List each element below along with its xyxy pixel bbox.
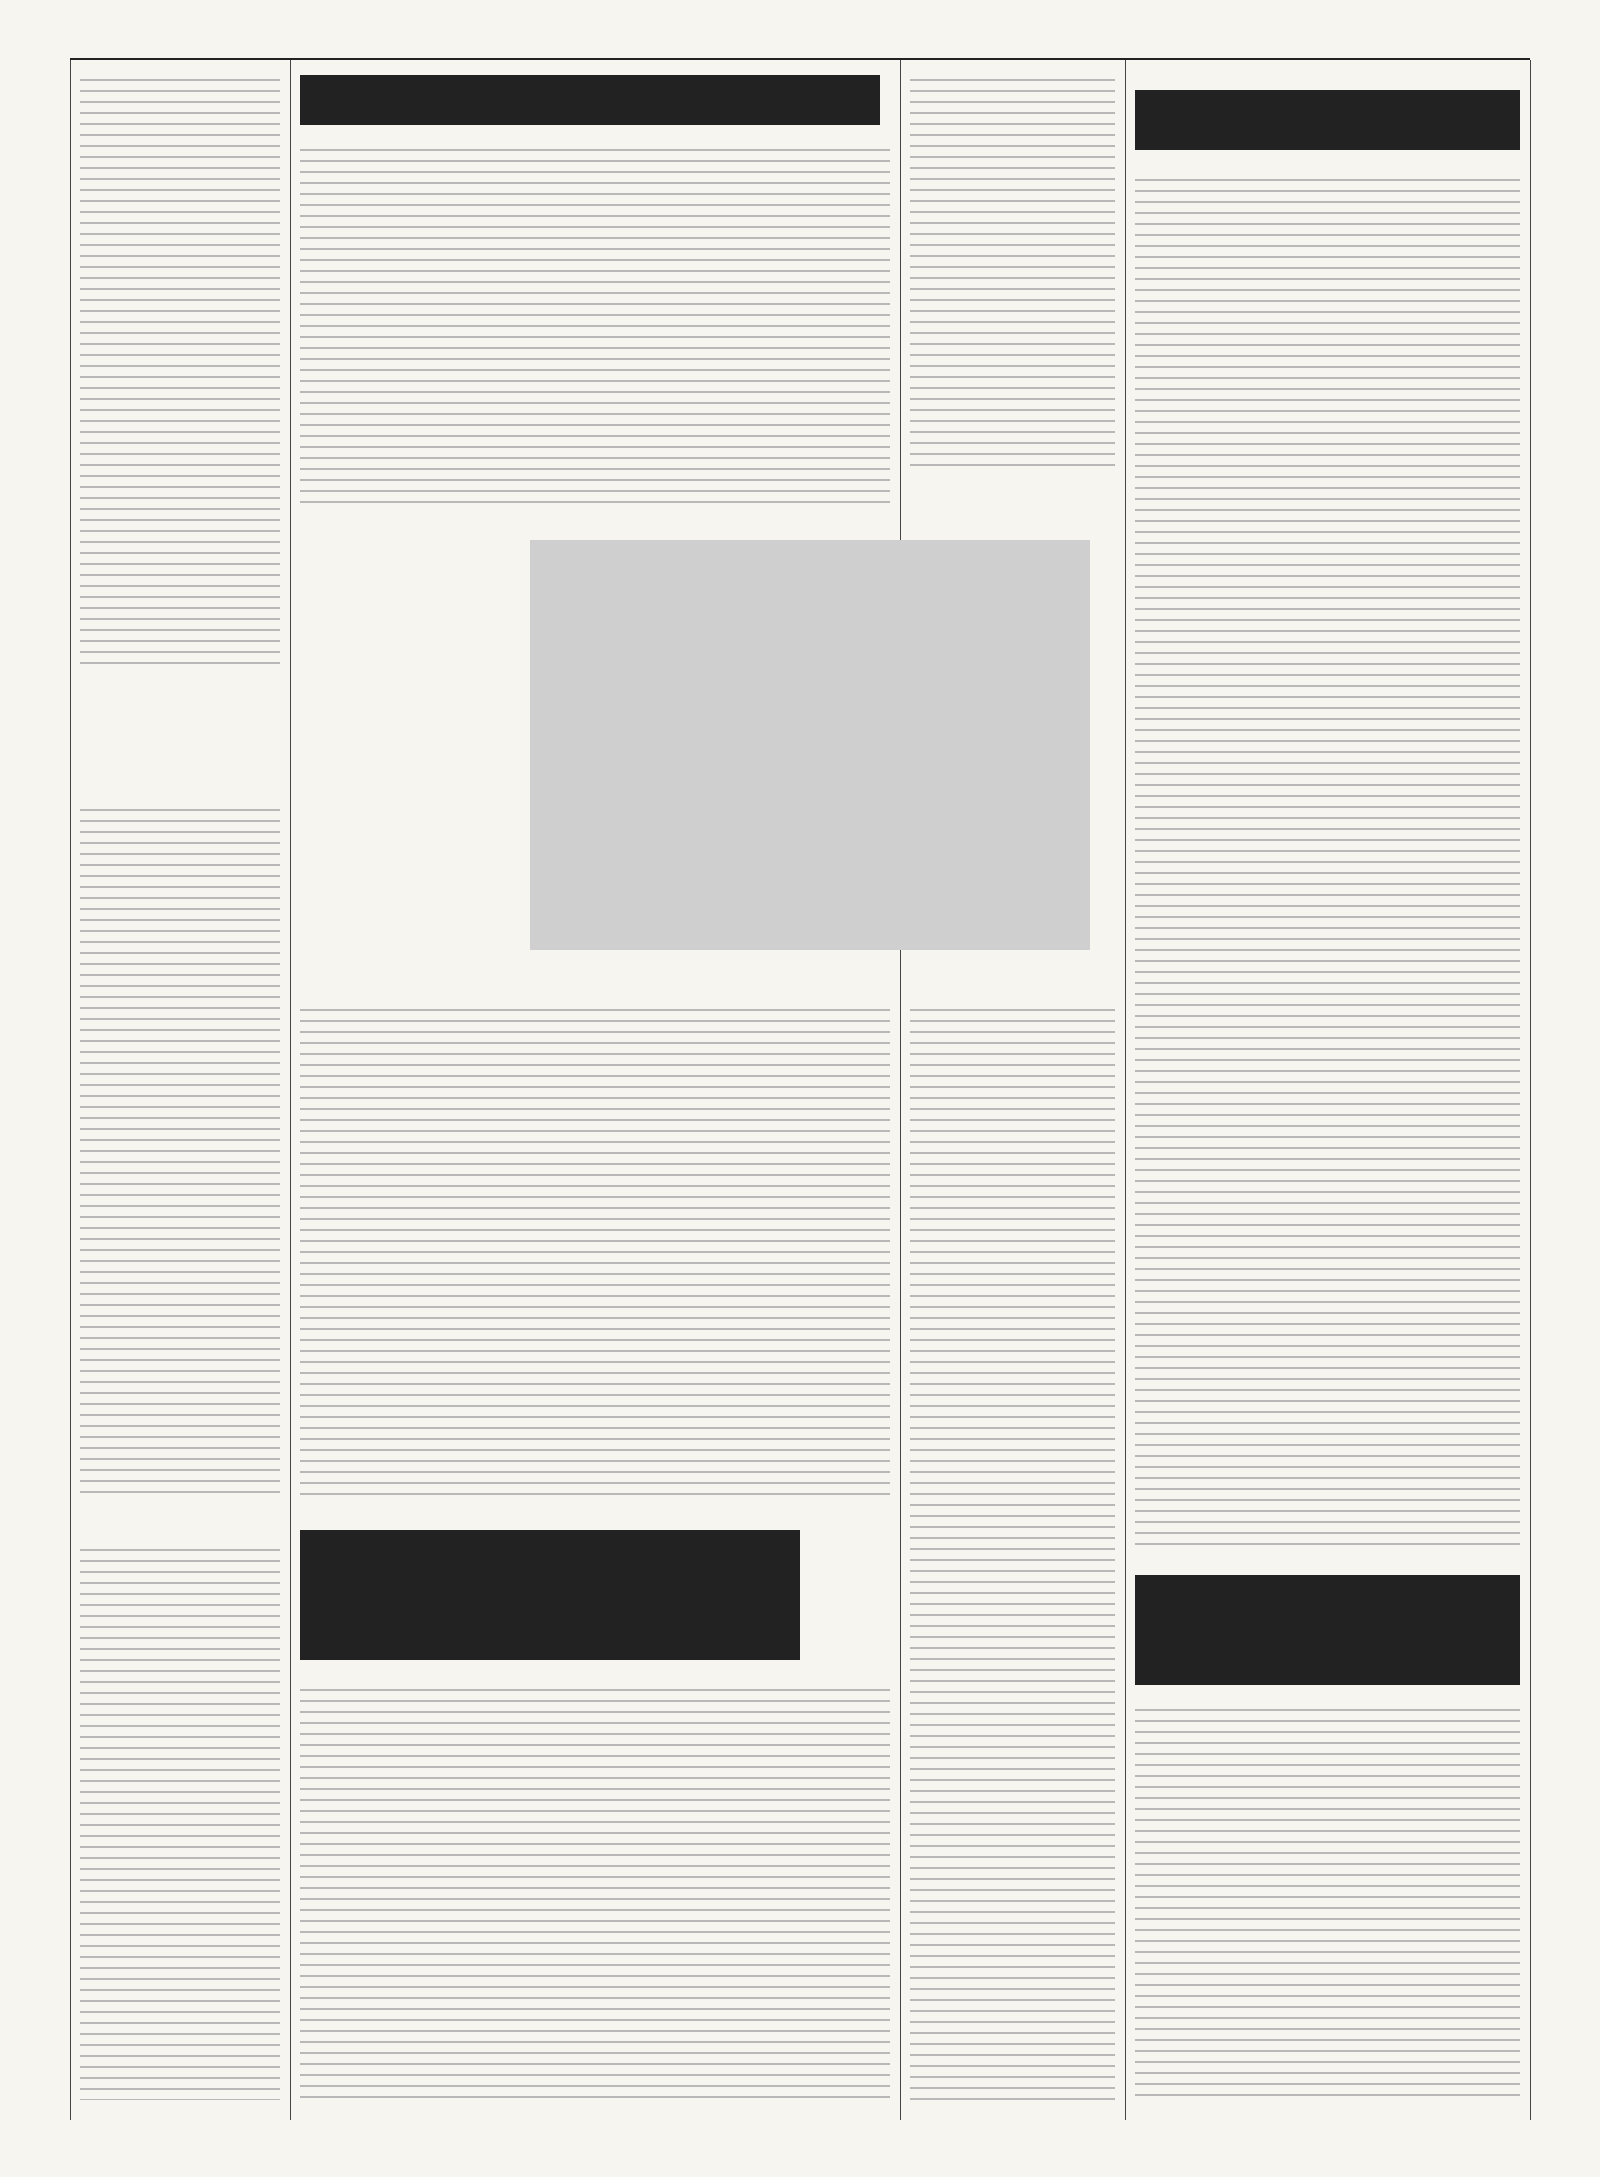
column-rule	[1125, 60, 1126, 2120]
section-banner	[300, 75, 880, 125]
text-column	[1135, 170, 1520, 1550]
text-column	[80, 800, 280, 1500]
masthead-rule	[70, 58, 1530, 60]
programme-banner	[300, 1530, 800, 1660]
column-rule	[1530, 60, 1531, 2120]
column-rule	[70, 60, 71, 2120]
section-banner	[1135, 90, 1520, 150]
text-column	[300, 1680, 890, 2100]
news-photo	[530, 540, 1090, 950]
text-column	[1135, 1700, 1520, 2100]
text-column	[300, 1000, 890, 1500]
text-column	[910, 1000, 1115, 2100]
column-rule	[290, 60, 291, 2120]
horoscope-banner	[1135, 1575, 1520, 1685]
text-column	[300, 140, 890, 510]
text-column	[910, 70, 1115, 470]
column-rule	[900, 60, 901, 2120]
text-column	[80, 1540, 280, 2100]
text-column	[80, 70, 280, 670]
